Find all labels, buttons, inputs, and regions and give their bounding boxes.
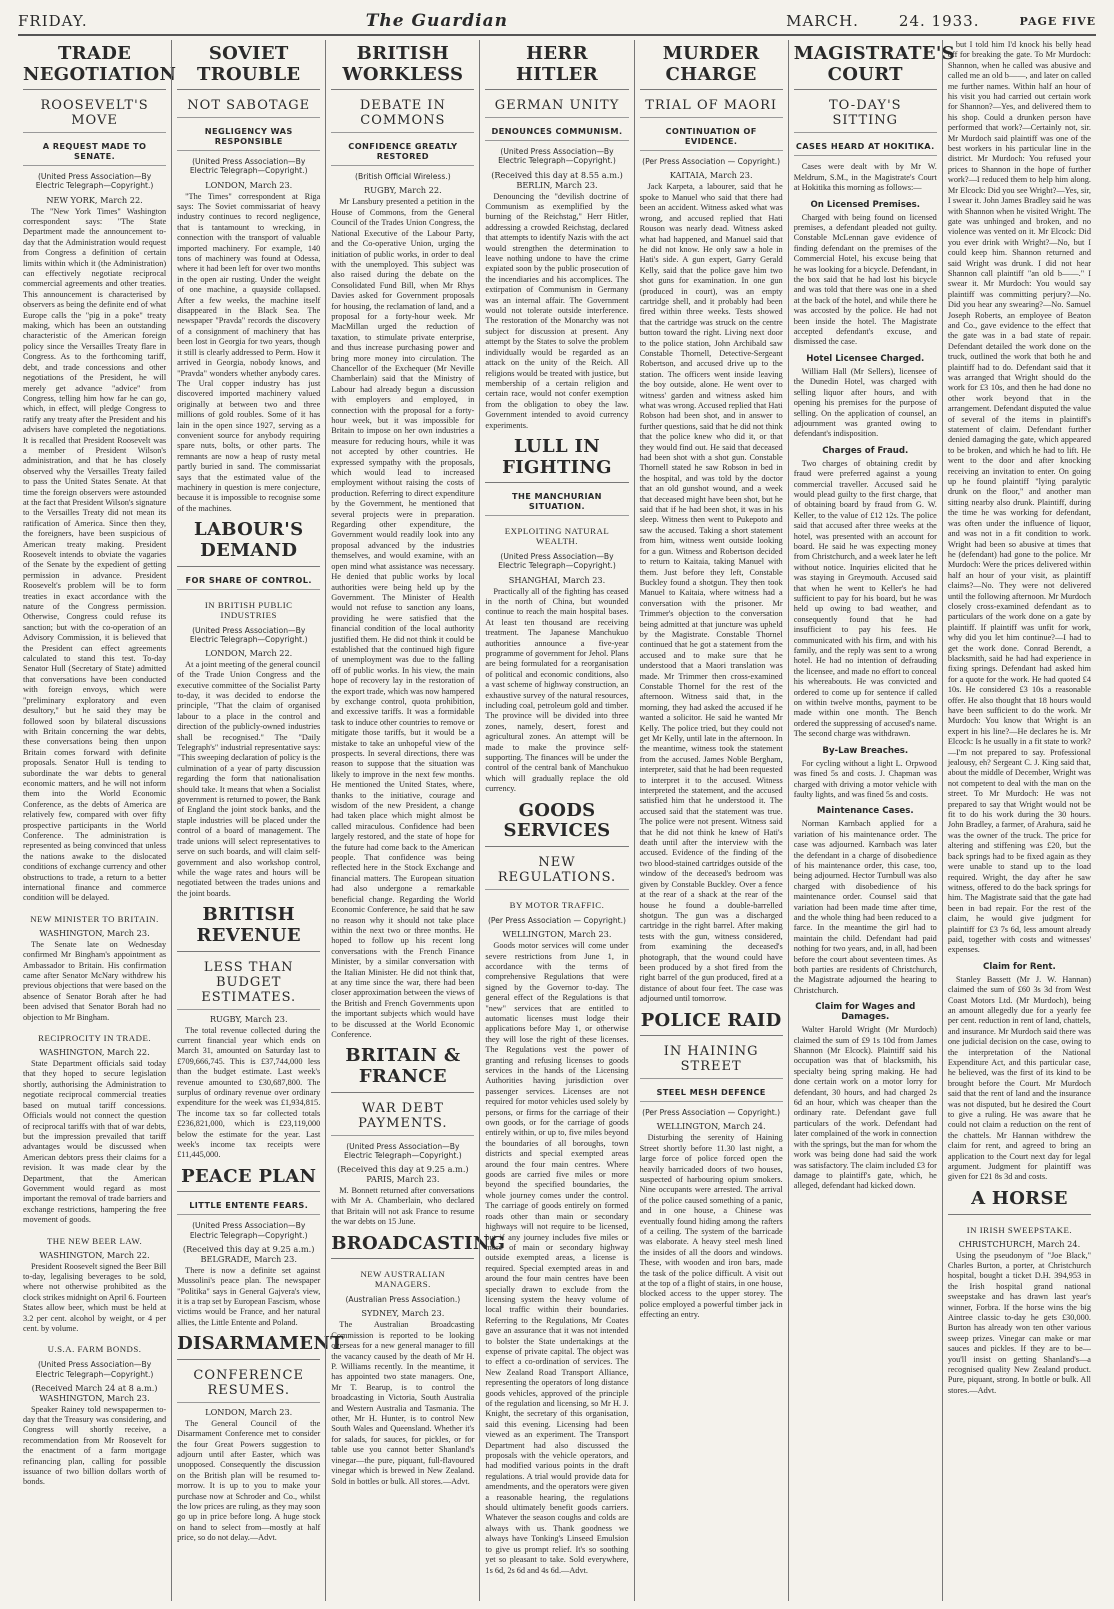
deck-primary: TRIAL OF MAORI	[640, 98, 783, 118]
news-credit: (United Press Association—By Electric Telegraph—Copyright.)	[35, 172, 154, 191]
news-credit: (United Press Association—By Electric Telegraph—Copyright.)	[189, 625, 308, 644]
headline: SOVIET TROUBLE	[177, 44, 320, 90]
masthead	[18, 8, 1096, 36]
subheading: NEW AUSTRALIAN MANAGERS.	[360, 1269, 446, 1290]
article	[794, 446, 937, 740]
headline: LABOUR'S DEMAND	[177, 520, 320, 566]
dateline: NEW YORK, March 22.	[46, 194, 143, 205]
dateline: LONDON, March 23.	[205, 1406, 293, 1417]
article	[23, 43, 177, 904]
news-credit: (United Press Association—By Electric Telegraph—Copyright.)	[344, 1141, 462, 1160]
headline: HERR HITLER	[485, 44, 628, 90]
deck-secondary: CASES HEARD AT HOKITIKA.	[794, 141, 937, 156]
article-body: Walter Harold Wright (Mr Murdoch) claimed the sum of £9 1s 10d from James Shannon (Mr Elcock). Plaintiff said his occupation was that of blacksmith, his specialty being spring making. He had done certain work on a motor lorry for defendant, 30 hours, and had charged 2s 6d an hour, which was cheaper than the ordinary rate. Defendant gave full particulars of the work. Defendant had later complained of the work in connection with the springs, but the man for whom the work was being done had said the work was satisfactory. The claim included £3 for damage to plaintiff's gate, which, he alleged, defendant had kicked down.	[793, 1025, 937, 1191]
dateline: SYDNEY, March 23.	[361, 1308, 445, 1319]
deck-secondary: A REQUEST MADE TO SENATE.	[23, 141, 166, 166]
headline: POLICE RAID	[640, 1011, 783, 1037]
article-body: Stanley Bassett (Mr J. W. Hannan) claimed the sum of £60 3s 3d from West Coast Motors Ltd. (Mr Murdoch), being an amount allegedly due for a yearly fee per cent. reduction in rent of land, chattels, and insurance. Mr Murdoch said there was one judicial decision on the case, owing to the interpretation of the National Expenditure Act, and this particular case, he believed, was the first of its kind to be brought before the Court. Mr Murdoch said that the rent of land and the insurance was not disputed, but he desired the Court to give a ruling. He was aware that he could not claim a reduction on the rent of the chattels. Mr Hannan withdrew the claim for rent, and agreed to bring an application to the Court next day for legal argument. Judgment for plaintiff was given for £21 8s 3d and costs.	[947, 974, 1091, 1182]
masthead-date: 24. 1933.	[898, 12, 980, 30]
article	[640, 44, 783, 1005]
headline: BRITISH REVENUE	[177, 905, 320, 951]
section-subhead: On Licensed Premises.	[810, 199, 921, 210]
deck-primary: GERMAN UNITY	[485, 98, 628, 118]
headline: TRADE NEGOTIATION	[23, 44, 166, 90]
article-body: Speaker Rainey told newspapermen to-day that the Treasury was considering, and Congress will shortly receive, a recommendation from Mr Roosevelt for the enactment of a farm mortgage refinancing plan, calling for possible issuance of two billion dollars worth of bonds.	[23, 1404, 167, 1487]
article-body: "The Times" correspondent at Riga says: The Soviet commissariat of heavy industry continues to record negligence, that is tantamount to wrecking, in connection with the transport of valuable imported machinery. For example, 140 tons of machinery was found at Odessa, where it had been left for over two months in the open air rusting. Under the weight of one machine, a quayside collapsed. After a few weeks, the machine itself disappeared in the Black Sea. The newspaper "Pravda" records the discovery of a consignment of machinery that has been lost in Georgia for two years, though it still is clearly addressed to Perm. How it arrived in Georgia, nobody knows, and "Pravda" wonders whether anybody cares. The Ural copper industry has just discovered imported machinery valued originally at between two and three millions of gold roubles. Some of it has lain in the open since 1927, serving as a convenient source for anybody requiring spare nuts, bolts, or other parts. The remnants are now a heap of rusty metal partly buried in sand. The commissariat says that the estimated value of the machinery in question is mere conjecture, because it is impossible to recognise some of the machines.	[177, 191, 321, 513]
section-subhead: Claim for Rent.	[983, 961, 1056, 972]
subheading: THE NEW BEER LAW.	[46, 1235, 143, 1246]
headline: LULL IN FIGHTING	[485, 437, 628, 483]
article-body: Cases were dealt with by Mr W. Meldrum, S.M., in the Magistrate's Court at Hokitika this morning as follows:—	[793, 162, 937, 193]
headline: BRITISH WORKLESS	[331, 44, 474, 90]
news-credit: (United Press Association—By Electric Telegraph—Copyright.)	[498, 552, 616, 571]
article-body: The General Council of the Disarmament Conference met to consider the four Great Powers suggestion to adjourn until after Easter, which was unopposed. Consequently the discussion on the British plan will be resumed to-morrow. It is up to you to make your purchase now at Schroder and Co., whilst the low prices are ruling, as they may soon go up in price before long. A huge stock on hand to select from—mostly at half price, so do not delay.—Advt.	[177, 1418, 321, 1543]
masthead-month: MARCH.	[786, 12, 859, 30]
article-body: Charged with being found on licensed premises, a defendant pleaded not guilty. Constable McLennan gave evidence of finding defendant on the premises of the Commercial Hotel, his excuse being that he was looking for a bicycle. Defendant, in the box said that he had lost his bicycle and was told that there was one in a shed at the back of the hotel, and while there he was accosted by the police. He had not been inside the hotel. The Magistrate accepted defendant's excuse, and dismissed the case.	[793, 212, 937, 347]
article	[948, 1189, 1091, 1396]
article	[794, 746, 937, 801]
news-credit: (British Official Wireless.)	[355, 172, 451, 182]
article-body: At a joint meeting of the general council of the Trade Union Congress and the executive committee of the Socialist Party to-day, it was decided to endorse the principle, "That the claim of organised labour to a place in the control and direction of the publicly-owned industries shall be recognised." The "Daily Telegraph's" industrial representative says: "This sweeping declaration of policy is the culmination of a year of party discussion regarding the form that nationalisation should take. It means that when a Socialist government is returned to power, the Bank of England the joint stock banks, and the staple industries will be placed under the control of a board of management. The trade unions will select representatives to serve on such boards, and will claim self-government and also workshop control, while the wage rates and hours will be negotiated between the trades unions and the joint boards.	[177, 659, 321, 898]
dateline: (Received this day at 8.55 a.m.) BERLIN, March 23.	[491, 169, 623, 190]
news-credit: (Per Press Association — Copyright.)	[642, 1108, 781, 1118]
article	[794, 1002, 937, 1192]
column-4	[479, 40, 633, 1601]
news-credit: (United Press Association—By Electric Telegraph—Copyright.)	[35, 1360, 154, 1379]
article	[640, 1011, 783, 1321]
article	[794, 354, 937, 440]
article	[23, 1236, 166, 1335]
deck-secondary: LITTLE ENTENTE FEARS.	[177, 1200, 320, 1215]
article-body: State Department officials said today that they hoped to secure legislation shortly, authorising the Administration to negotiate reciprocal commercial treaties based on mutual tariff concessions. Officials would not connect the question of reciprocal tariffs with that of war debts, but the impression prevailed that tariff advantages would be discussed when American debtors press their claims for a revision. It was made clear by the Department, that the American Government would regard as most important the removal of trade barriers and exchange restrictions, hampering the free movement of goods.	[23, 1059, 167, 1225]
subheading: BY MOTOR TRAFFIC.	[509, 900, 605, 911]
dateline: SHANGHAI, March 23.	[508, 574, 606, 585]
article-body: Norman Karnbach applied for a variation of his maintenance order. The case was adjourned. Karnbach was later the defendant in a charge of disobedience of his maintenance order, this case, too, being adjourned. Hector Turnbull was also charged with disobedience of his maintenance order. Counsel said that variation had been made time after time, and the whole thing had been reduced to a farce. In the meantime the girl had to maintain the child. Defendant had paid nothing for two years, and, in all, had been before the court about seventeen times. As both parties are residents of Christchurch, the Magistrate adjourned the hearing to Christchurch.	[793, 819, 937, 995]
news-credit: (United Press Association—By Electric Telegraph—Copyright.)	[189, 157, 308, 176]
article	[177, 1167, 320, 1328]
article-body: The Australian Broadcasting Commission is reported to be looking overseas for a new general manager to fill the vacancy caused by the death of Mr H. P. Williams recently. In the meantime, it has appointed two state managers. One, Mr T. Bearup, is to control the broadcasting in Victoria, South Australia and Western Australia and Tasmania. The other, Mr H. Hunter, is to control New South Wales and Queensland. Whether it's for salads, for sauces, for pickles, or for table use you cannot better Shanland's vinegar—the pure, piquant, full-flavoured vinegar which is brewed in New Zealand. Sold in bottles or bulk. All stores.—Advt.	[331, 1320, 475, 1486]
news-credit: (Australian Press Association.)	[345, 1295, 461, 1305]
article	[948, 40, 1091, 956]
article	[331, 1232, 506, 1487]
article-body: Disturbing the serenity of Haining Street shortly before 11.30 last night, a large force of police forced open the heavily barricaded doors of two houses, suspected of harbouring opium smokers. Nine occupants were arrested. The arrival of the police caused something of a panic, and in one house, a Chinese was eventually found hiding among the rafters of a ceiling. The system of the barricade was elaborate. A heavy steel mesh lined the insides of all the doors and windows. These, with wooden and iron bars, made the task of the police difficult. A visit out at the top of a flight of stairs, in one house, blocked access to the upper storey. The police employed a powerful timber jack in effecting an entry.	[639, 1133, 783, 1320]
article-body: Jack Karpeta, a labourer, said that he spoke to Manuel who said that there had been an accident. Witness asked what was wrong, and accused replied that Hati Rouson was nearly dead. Witness asked what had happened, and Manuel said that he did not know. He only saw a hole in Hati's side. A gun expert, Garry Gerald Kelly, said that the police gave him two shot guns for examination. In one gun (produced in court), was an empty cartridge shell, and it probably had been fired within three weeks. Tests showed that the cartridge was struck on the centre button toward the right. Living next door to the police station, John Archibald saw Constable Thornell, Detective-Sergeant Robertson, and accused drive up to the station. The officers went inside leaving the boy outside, alone. He went over to witness' garden and witness asked him what was wrong. Accused replied that Hati Robson had been shot, and in answer to further questions, said that he did not think that the police knew who did it, or that they would find out. He said that deceased had been shot with a shot gun. Constable Thornell stated he saw Robson in bed in the hospital, and was told by the doctor that an old gunshot wound, and a week that deceased might have been shot, but he said that if he had been shot, it was in his sleep. Witness then went to Pukepoto and saw the accused. Taking a short statement from him, witness went outside looking for a gun. Witness and Robertson decided to return to Kaitaia, taking Manuel with them. Just before they left, Constable Buckley found a shotgun. They then took Manuel to Kaitaia, where witness had a conversation with the prisoner. Mr Trimmer's objection to the conversation being admitted at that juncture was upheld by the Magistrate. Constable Thornel continued that he got a statement from the accused and to make sure that he understood that a Maori translation was made. Mr Trimmer then cross-examined Constable Thornel for the rest of the afternoon. Witness said that, in the morning, they had asked the accused if he wanted a solicitor. He said he wanted Mr Kelly. The police tried, but they could not get Mr Kelly, until late in the afternoon. In the meantime, witness took the statement from the accused. James Noble Bergham, interpreter, said that he had been requested to interpret it to the accused. Witness interpreted the statement, and the accused satisfied him that he understood it. The accused said that the statement was true. The police were not present. Witness said that he did not think he knew of Hati's death until after the interview with the accused. Evidence of the finding of the two blood-stained cartridges outside of the window of the deceased's bedroom was given by Constable Buckley. Over a fence at the rear of a shack at the rear of the house he found a double-barrelled shotgun. The gun was a discharged cartridge in the right barrel. After making tests with the gun, witness considered, from examining the deceased's photograph, that the wound could have been produced by a shot fired from the right barrel of the gun produced, fired at a distance of about four feet. The case was adjourned until tomorrow.	[639, 182, 783, 1004]
masthead-day: FRIDAY.	[18, 12, 88, 30]
article	[177, 520, 320, 899]
dateline: LONDON, March 23.	[205, 179, 293, 190]
article-body: Denouncing the "devilish doctrine of Communism as exemplified by the burning of the Reichstag," Herr Hitler, addressing a crowded Reichstag, declared that attempts to identify Nazis with the act would strengthen the determination to leave nothing undone to have the crime expiated soon by the public prosecution of the incendiaries and his accomplices. The extirpation of Communism in Germany was an internal affair. The Government would not tolerate outside interference. The restoration of the Monarchy was not subject for discussion at present. Any attempt by the States to solve the problem individually would be regarded as an attack on the unity of the Reich. All religions would be treated with justice, but membership of a certain religion and certain race, would not confer exemption from the obligation to obey the law. Government intended to avoid currency experiments.	[485, 191, 629, 430]
subheading: U.S.A. FARM BONDS.	[47, 1344, 142, 1355]
article-body: President Roosevelt signed the Beer Bill to-day, legalising beverages to be sold, where not otherwise prohibited as the clock strikes midnight on April 6. Fourteen States allow beer, which must be held at 3.2 per cent. alcohol by weight, or 4 per cent. by volume.	[23, 1261, 167, 1333]
article	[794, 200, 937, 348]
column-3	[325, 40, 506, 1601]
headline: DISARMAMENT	[177, 1334, 320, 1360]
article-body: M. Bonnett returned after conversations with Mr A. Chamberlain, who declared that Britain will not ask France to resume the war debts on 15 June.	[331, 1185, 475, 1227]
dateline: (Received this day at 9.25 a.m.) PARIS, March 23.	[337, 1163, 469, 1184]
section-subhead: Hotel Licensee Charged.	[806, 353, 925, 364]
article-body: but I told him I'd knock his belly head off for breaking the gate. To Mr Murdoch: Shannon, when he called was abusive and called me an old b——, and later on called me further names. Within half an hour of his visit you had carried out certain work for Shannon?—Yes, and delivered them to his shop. Could a drunken person have performed that work?—Certainly not, sir. Mr Murdoch said plaintiff was one of the best workers in his particular line in the district. Mr Murdoch: You refused your prices to Shannon in the hope of further work?—I reduced them to help him along. Mr Elcock: Did you see Wright?—Yes, sir, I swear it. John James Bradley said he was with Shannon when he visited Wright. The gate was unhinged and broken, and no violence was vented on it. Mr Elcock: Did you ever drink with Wright?—No, but I could keep him. Shannon returned and said Wright was drunk. I did not hear Shannon call plaintiff "an old b——." I swear it. Mr Murdoch: You would say plaintiff was committing perjury?—No. Did you hear any swearing?—No. Samuel Joseph Roberts, an employee of Beaton and Co., gave evidence to the effect that the gate was in a bad state of repair. Defendant detailed the work done on the truck, outlined the work that both he and plaintiff had to do. Defendant said that it was arranged that Wright should do the work for £3 10s, and then he had done no other work beyond that in the arrangement. Defendant disputed the value of several of the items in plaintiff's statement of claim. Defendant further denied damaging the gate, which appeared to be broken, and which he had to lift. He went to the door and after knocking receiving an invitation to enter. On going up he found plaintiff "lying paralytic drunk on the floor," and another man sitting nearby also drunk. Plaintiff, during the time he was working for defendant, was often under the influence of liquor, and was not in a fit condition to work. Wright had been so abusive at times that he (defendant) had gone to the police. Mr Murdoch: Were the prices delivered within half an hour of your visit, as plaintiff claims?—No. They were not delivered until the following afternoon. Mr Murdoch closely cross-examined defendant as to particulars of the work done on a gate by plaintiff. If plaintiff was unfit for work, why did you let him continue?—I had to get the work done. Conrad Berendt, a blacksmith, said he had had experience in fixing springs. Defendant had asked him for a quote for the work. He had quoted £4 10s. He considered £3 10s a reasonable offer. He also thought that 18 hours would have been sufficient to do the work. Mr Murdoch: You know that Wright is an expert in his line?—He declares he is. Mr Elcock: Is he usually in a fit state to work?—I'm not prepared to say. Professional jealousy, eh? Sergeant C. J. King said that, about the middle of December, Wright was not competent to deal with the man on the street. To Mr Murdoch: He was not prepared to say that Wright would not be fit to do his work during the 30 hours. John Bradley, a farmer, of Arahura, said he was the owner of the truck. The price for altering and stiffening was £20, but the back springs had to be fixed again as they were unable to stand up to the load required. Wright, the day after he saw witness, offered to do the back springs for him. The Magistrate said that the gate had been in bad repair. For the rest of the claim, he would give judgment for plaintiff for £3 7s 6d, less amount already paid, together with costs and witnesses' expenses.	[947, 40, 1091, 955]
section-subhead: Charges of Fraud.	[822, 445, 909, 456]
dateline: (Received this day at 9.25 a.m.) BELGRADE, March 23.	[182, 1243, 315, 1264]
deck-primary: TO-DAY'S SITTING	[794, 98, 937, 133]
deck-primary: NEW REGULATIONS.	[485, 855, 628, 890]
dateline: WASHINGTON, March 23.	[39, 927, 150, 938]
article	[485, 44, 628, 431]
dateline: RUGBY, March 22.	[364, 185, 442, 196]
news-credit: (Per Press Association — Copyright.)	[487, 916, 626, 926]
article	[177, 44, 320, 514]
columns-container	[18, 40, 1096, 1601]
column-5	[634, 40, 788, 1601]
subheading: IN BRITISH PUBLIC INDUSTRIES	[204, 599, 293, 620]
subheading: IN IRISH SWEEPSTAKE.	[966, 1224, 1073, 1235]
deck-secondary: THE MANCHURIAN SITUATION.	[485, 491, 628, 516]
deck-primary: WAR DEBT PAYMENTS.	[331, 1101, 474, 1136]
article	[485, 801, 628, 1576]
article-body: Mr Lansbury presented a petition in the House of Commons, from the General Council of the Trades Union Congress, the National Executive of the Labour Party, and the Co-operative Union, urging the initiation of public works, in order to deal with the unemployed. This subject was also raised during the debate on the Consolidated Fund Bill, when Mr Rhys Davies asked for Government proposals for housing, the reclamation of land, and a proposal for a forty-hour week. Mr MacMillan urged the reduction of taxation, to stimulate private enterprise, and thus increase purchasing power and bring more money into circulation. The Chancellor of the Exchequer (Mr Neville Chamberlain) said that the Ministry of Labour had already begun a discussion with employers and employed, in connection with the proposal for a forty-hour week, but it was impossible for Britain to impose on her own industries a measure for reducing hours, while it was not accepted by other countries. He expressed sympathy with the proposals, which would lead to increased employment without raising the costs of production. Referring to direct expenditure by the Government, he mentioned that several projects were in preparation. Regarding other expenditure, the Government would readily look into any proposal advanced by the industries themselves, and would examine, with an open mind what assistance was necessary. He denied that public works by local authorities were being held up by the Government. The Minister of Health would not refuse to sanction any loans, providing he were satisfied that the financial condition of the local authority justified them. He did not think it could be established that the continued high figure of unemployment was due to the falling off of public works. In his view, the main hope of recovery lay in the restoration of the export trade, which was now hampered by exchange control, quota prohibition, and excessive tariffs. It was a formidable task to induce other countries to remove or mitigate those tariffs, but it would be a mistake to take an unhopeful view of the prospects. In several directions, there was reason to suppose that the situation was likely to improve in the next few months. He mentioned the United States, where, thanks to the initiative, courage and wisdom of the new President, a change had taken place which might almost be called miraculous. Confidence had been largely restored, and the state of hope for the future had come back to the American people. That confidence was being reflected here in the Stock Exchange and financial matters. The European situation had also undergone a remarkable beneficial change. Regarding the World Economic Conference, he said that he saw no reason why it should not take place within the next two or three months. He hoped to follow up his recent long conversations with the French Finance Minister, by a similar conversation with the Italian Minister. He did not think that, at any time since the war, there had been closer approximation between the views of the British and French Governments upon the important subjects which would have to be discussed at the World Economic Conference.	[331, 197, 475, 1039]
deck-secondary: FOR SHARE OF CONTROL.	[177, 575, 320, 590]
deck-primary: ROOSEVELT'S MOVE	[23, 98, 166, 133]
article-body: Using the pseudonym of "Joe Black," Charles Burton, a porter, at Christchurch hospital, bought a ticket D.H. 394,953 in the Irish hospital grand national sweepstake and has drawn last year's winner, Forbra. If the horse wins the big Aintree classic to-day he gets £30,000. Burton has already won ten other various sweep prizes. Vinegar can make or mar sauces and pickles. If they are to be—you'll insist on getting Shanland's—a recognised quality New Zealand product. Pure, piquant, strong. In bottle or bulk. All stores.—Advt.	[947, 1250, 1091, 1395]
news-credit: (United Press Association—By Electric Telegraph—Copyright.)	[498, 147, 616, 166]
article-body: Two charges of obtaining credit by fraud were preferred against a young commercial traveller. Accused said he would plead guilty to the first charge, that of obtaining board by fraud from G. W. Keller, to the value of £12 12s. The police said that accused after three weeks at the hotel, was presented with an account for board. He said he was expecting money from Christchurch, and a week later he left without notice. Inquiries elicited that he was staying in Greymouth. Accused said that when he went to Keller's he had sufficient to pay for his board, but he was held up owing to bad weather, and consequently found that he had insufficient to pay his fees. He communicated with his firm, and with his family, and the reply was sent to a wrong hotel. He had no intention of defrauding the licensee, and made no effort to conceal his whereabouts. He was convicted and ordered to come up for sentence if called on within twelve months, payment to be made within one month. The Bench ordered the suppressing of accused's name. The second charge was withdrawn.	[793, 458, 937, 739]
masthead-page-number: PAGE FIVE	[1019, 14, 1096, 28]
headline: BROADCASTING	[331, 1234, 474, 1260]
column-6	[788, 40, 955, 1601]
article	[485, 437, 628, 795]
article-body: William Hall (Mr Sellers), licensee of the Dunedin Hotel, was charged with selling liquor after hours, and with opening his premises for the purpose of selling. On the application of counsel, an adjournment was granted owing to defendant's indisposition.	[793, 366, 937, 439]
subheading: EXPLOITING NATURAL WEALTH.	[504, 526, 610, 547]
deck-primary: DEBATE IN COMMONS	[331, 98, 474, 133]
dateline: LONDON, March 22.	[205, 647, 293, 658]
article	[793, 43, 955, 194]
column-7	[942, 40, 1096, 1601]
article-body: For cycling without a light L. Orpwood was fined 5s and costs. J. Chapman was charged with driving a motor vehicle with faulty lights, and was fined 5s and costs.	[793, 758, 937, 799]
news-credit: (Per Press Association — Copyright.)	[642, 157, 781, 167]
article-body: Practically all of the fighting has ceased in the north of China, but wounded continue to reach the main hospital bases. At least ten thousand are receiving treatment. The Japanese Manchukuo authorities announce a five-year programme of government for Jehol. Plans are being formulated for a reorganisation of political and economic conditions, also a vast scheme of highway construction, an exhaustive survey of the natural resources, including coal, petroleum gold and timber. The province will be divided into three zones, namely, desert, forest and agricultural zones. An attempt will be made to make the province self-supporting. The finances will be under the control of the central bank of Manchukuo which will gradually replace the old currency.	[485, 586, 629, 794]
headline: MURDER CHARGE	[640, 44, 783, 90]
article	[794, 806, 937, 996]
section-subhead: By-Law Breaches.	[822, 745, 909, 756]
headline: BRITAIN & FRANCE	[331, 1046, 474, 1092]
deck-secondary: DENOUNCES COMMUNISM.	[485, 126, 628, 141]
column-1	[18, 40, 177, 1601]
article-body: The "New York Times" Washington correspondent says: "The State Department made the announcement to-day that the Administration would request from Congress a definition of certain limits within which it (the Administration) can effectively negotiate reciprocal commercial agreements and other treaties. This announcement is characterised by observers as being the definite end of what Europe calls the "pig in a poke" treaty making, which has been an outstanding characteristic of the American foreign policy since the Versailles Treaty flare in Congress. As to the forthcoming tariff, debt, and trade concessions and other negotiations of the President, he will merely get advance "advice" from Congress, telling him how far he can go, which, in effect, will pledge Congress to ratify any treaty after the President and his advisers have completed the negotiations. It is recalled that President Roosevelt was a member of President Wilson's administration, and that he has closely observed why the Versailles Treaty failed to pass the United States Senate. At that time the foreign observers were astounded at the fact that President Wilson's signature to the Versailles Treaty did not mean its ratification of America. Since then they, the foreigners, have been suspicious of American treaty making. President Roosevelt intends to obviate the vagaries of the Senate by the expedient of getting permission in advance. President Roosevelt's problem will be to form treaties in exact accordance with the nature of the Congress permission. Otherwise, Congress could refuse its sanction; but with the co-operation of an Advisory Commission, it is believed that the President can effect agreements calculated to stand this test. To-day Senator Hull (Secretary of State) admitted that conversations have been conducted with foreign envoys, which were "preliminary exploratory and even desultory," but he said they may be followed soon by bilateral discussions with Britain concerning the war debts, these conversations being then unpon Britain comes forward with definite proposals. Senator Hull is tending to subordinate the war debts to general economic matters, and he will not inform them into the World Economic Conference, as the debts of America are relatively few, compared with over fifty prospective participants in the World Conference. The administration is represented as being convinced that unless the nations awake to the dislocated conditions of exchange currency and other obstructions to trade, a return to a better international finance and commerce condition will be delayed.	[23, 206, 167, 903]
subheading: NEW MINISTER TO BRITAIN.	[30, 913, 159, 924]
dateline: WASHINGTON, March 22.	[39, 1047, 150, 1058]
article	[177, 905, 320, 1161]
deck-secondary: STEEL MESH DEFENCE	[640, 1087, 783, 1102]
headline: PEACE PLAN	[177, 1167, 320, 1193]
dateline: WELLINGTON, March 23.	[502, 929, 612, 940]
deck-primary: LESS THAN BUDGET ESTIMATES.	[177, 960, 320, 1010]
deck-secondary: CONTINUATION OF EVIDENCE.	[640, 126, 783, 151]
section-subhead: Maintenance Cases.	[816, 806, 914, 817]
column-2	[171, 40, 344, 1601]
deck-secondary: CONFIDENCE GREATLY RESTORED	[331, 141, 474, 166]
article	[331, 44, 474, 1040]
article	[948, 962, 1091, 1183]
dateline: CHRISTCHURCH, March 24.	[958, 1238, 1081, 1249]
article	[331, 1046, 474, 1227]
article-body: The Senate late on Wednesday confirmed Mr Bingham's appointment as Ambassador to Britain. His confirmation came after Senator McNary withdrew his previous objections that were based on the absence of Senator Borah after he had been advised that Senator Borah had no objection to Mr Bingham.	[23, 939, 167, 1022]
deck-primary: NOT SABOTAGE	[177, 98, 320, 118]
headline: MAGISTRATE'S COURT	[794, 44, 937, 90]
article	[23, 1033, 166, 1226]
article-body: The total revenue collected during the current financial year which ends on March 31, amounted on Saturday last to £709,666,745. This is £37,744,000 less than the budget estimate. Last week's revenue amounted to £30,687,800. The surplus of ordinary revenue over ordinary expenditure for the week was £1,934,815. The income tax so far collected totals £236,821,000, which is £23,119,000 below the estimate for the year. Last week's income tax receipts were £11,445,000.	[177, 1025, 321, 1160]
headline: GOODS SERVICES	[485, 801, 628, 847]
news-credit: (United Press Association—By Electric Telegraph—Copyright.)	[189, 1221, 308, 1240]
deck-primary: IN HAINING STREET	[640, 1044, 783, 1079]
article-body: Goods motor services will come under severe restrictions from June 1, in accordance with the terms of comprehensive Regulations that were signed by the Governor to-day. The general effect of the Regulations is that "new" services that are entitled to automatic licenses must lodge their applications before May 1, or otherwise they will lose the right of these licenses. The Regulations vest the power of granting and refusing licenses to goods services in the hands of the Licensing Authorities having jurisdiction over passenger services. Licenses are not required for motor vehicles used solely by persons, or firms for the carriage of their own goods, or for the carriage of goods entirely within, or up to, five miles beyond the boundaries of all boroughs, town districts and special exempted areas around the four main centres. Where goods are carried five miles or more beyond the specified boundaries, the whole journey comes under the control. The carriage of goods entirely on formed roads other than main or secondary highways will not require to be licensed, but if any journey includes five miles or more of main or secondary highway outside exempted areas, a license is required. Special exempted areas in and around the four main centres have been specially drawn to exclude from the licensing system the heavy volume of local traffic within their boundaries. Referring to the Regulations, Mr Coates gave an assurance that it was not intended to bolster the State undertakings at the expense of private capital. The object was to effect a co-ordination of services. The New Zealand Road Transport Alliance, representing the operators of long distance goods vehicles, approved of the principle of the regulation and licensing, so Mr H. J. Knight, the secretary of this organisation, said this evening. Licensing had been viewed as an experiment. The Transport Department had also discussed the proposals with the vehicle operators, and had modified various points in the draft regulations. A trial would provide data for amendments, and the operators were given a reasonable hearing, the regulations should ultimately benefit goods carriers. Whatever the season coughs and colds are always with us. Thank goodness we always have Tonking's Linseed Emulsion to give us prompt relief. It's so soothing yet so pleasant to take. Sold everywhere, 1s 6d, 2s 6d and 4s 6d.—Advt.	[485, 941, 629, 1575]
article	[23, 1344, 166, 1487]
headline: A HORSE	[948, 1189, 1091, 1215]
masthead-paper-title: The Guardian	[365, 11, 509, 31]
subheading: RECIPROCITY IN TRADE.	[38, 1033, 152, 1044]
dateline: KAITAIA, March 23.	[669, 170, 753, 181]
article	[177, 1333, 344, 1544]
section-subhead: Claim for Wages and Damages.	[815, 1002, 916, 1023]
dateline: WELLINGTON, March 24.	[656, 1121, 766, 1132]
deck-primary: CONFERENCE RESUMES.	[177, 1368, 320, 1403]
dateline: WASHINGTON, March 22.	[39, 1249, 150, 1260]
article-body: There is now a definite set against Mussolini's peace plan. The newspaper "Politika" says in General Gajvera's view, it is a trap set by European Fascism, whose victims would be France, and her natural allies, the Little Entente and Poland.	[177, 1265, 321, 1327]
article	[23, 914, 166, 1023]
deck-secondary: NEGLIGENCY WAS RESPONSIBLE	[177, 126, 320, 151]
dateline: RUGBY, March 23.	[209, 1013, 288, 1024]
dateline: (Received March 24 at 8 a.m.) WASHINGTON, March 23.	[31, 1382, 158, 1403]
